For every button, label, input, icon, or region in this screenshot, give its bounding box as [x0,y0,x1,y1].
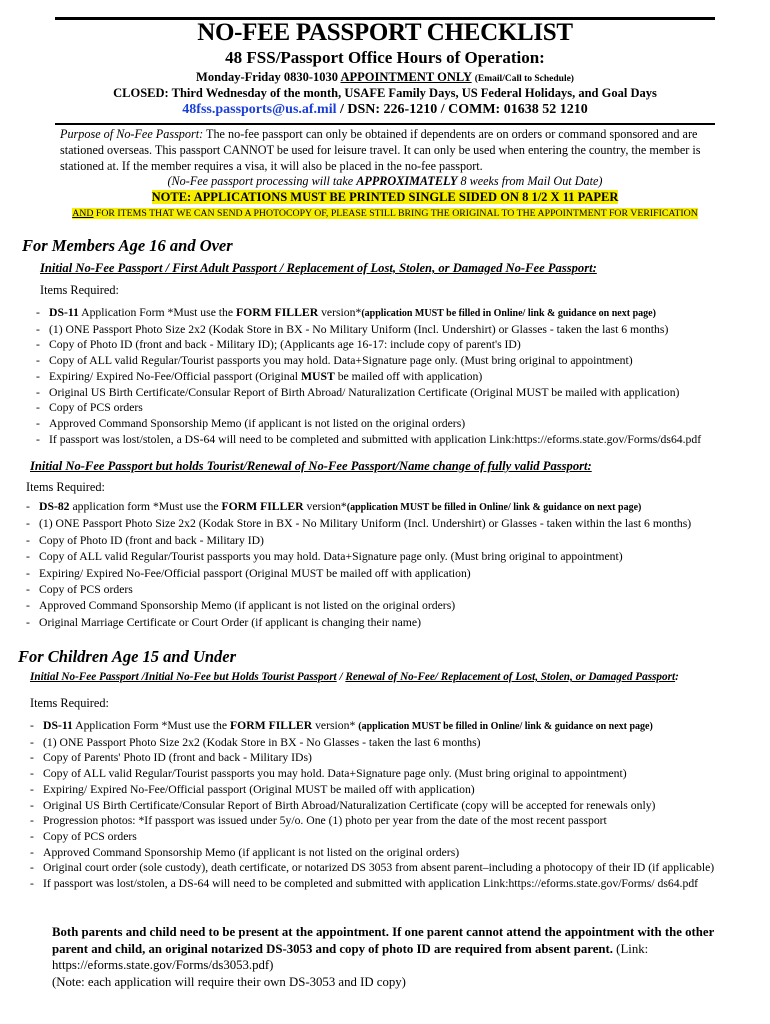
adult-renewal-list [26,499,691,631]
list-item: - (1) ONE Passport Photo Size 2x2 (Kodak Store in BX - No Glasses - taken the last 6 months) [30,735,720,751]
list-item: - Copy of PCS orders [36,400,701,416]
list-item: - Original court order (sole custody), death certificate, or notarized DS 3053 from absent parent–including a photocopy of their ID (if applicable) [30,860,720,876]
list-item: - Copy of PCS orders [30,829,720,845]
items-required-label: Items Required: [30,696,109,710]
list-item: - Approved Command Sponsorship Memo (if applicant is not listed on the original orders) [36,416,701,432]
print-notice: NOTE: APPLICATIONS MUST BE PRINTED SINGLE SIDED ON 8 1/2 X 11 PAPER [151,190,619,204]
list-item: - Copy of ALL valid Regular/Tourist passports you may hold. Data+Signature page only. (Must bring original to appointment) [30,766,720,782]
processing-time: (No-Fee passport processing will take APPROXIMATELY 8 weeks from Mail Out Date) [167,174,603,188]
phone-numbers: / DSN: 226-1210 / COMM: 01638 52 1210 [336,102,588,117]
list-item: - DS-82 application form *Must use the FORM FILLER version*(application MUST be filled in Online/ link & guidance on next page) [26,499,691,516]
page-title: NO-FEE PASSPORT CHECKLIST [197,19,573,46]
subheading-children: Initial No-Fee Passport /Initial No-Fee but Holds Tourist Passport / Renewal of No-Fee/ Replacement of Lost, Stolen, or Damaged Passport: [30,671,679,683]
list-item: - Copy of Photo ID (front and back - Military ID) [26,533,691,549]
list-item: - Copy of Photo ID (front and back - Military ID); (Applicants age 16-17: include copy of parent's ID) [36,337,701,353]
list-item: - Copy of PCS orders [26,582,691,598]
subheading-renewal-adult: Initial No-Fee Passport but holds Tourist/Renewal of No-Fee Passport/Name change of fully valid Passport: [30,459,592,473]
list-item: - Original Marriage Certificate or Court Order (if applicant is changing their name) [26,615,691,631]
list-item: - Original US Birth Certificate/Consular Report of Birth Abroad/ Naturalization Certificate (Original MUST be mailed with application) [36,385,701,401]
adult-initial-list [36,305,701,447]
contact-line [0,102,770,118]
list-item: - (1) ONE Passport Photo Size 2x2 (Kodak Store in BX - No Military Uniform (Incl. Undershirt) or Glasses - taken within the last 6 months) [26,516,691,532]
list-item: - Progression photos: *If passport was issued under 5y/o. One (1) photo per year from the date of the most recent passport [30,813,720,829]
ds3053-link[interactable]: (Link: https://eforms.state.gov/Forms/ds3053.pdf) [52,941,649,972]
hours-line: Monday-Friday 0830-1030 APPOINTMENT ONLY (Email/Call to Schedule) [196,70,574,84]
children-list [30,718,720,892]
list-item: - DS-11 Application Form *Must use the FORM FILLER version*(application MUST be filled in Online/ link & guidance on next page) [36,305,701,322]
photocopy-notice: AND FOR ITEMS THAT WE CAN SEND A PHOTOCOPY OF, PLEASE STILL BRING THE ORIGINAL TO THE APPOINTMENT FOR VERIFICATION [72,208,698,219]
list-item: - Approved Command Sponsorship Memo (if applicant is not listed on the original orders) [30,845,720,861]
purpose-paragraph: Purpose of No-Fee Passport: The no-fee passport can only be obtained if dependents are on orders or command sponsored and are stationed overseas. This passport CANNOT be used for leisure travel. It can only be used when entering the country, the member is stationed at. If the member requires a visa, it will also be placed in the no-fee passport. [60,127,701,173]
list-item: - Original US Birth Certificate/Consular Report of Birth Abroad/Naturalization Certificate (copy will be accepted for renewals only) [30,798,720,814]
list-item: - Copy of Parents' Photo ID (front and back - Military IDs) [30,750,720,766]
appointment-only: APPOINTMENT ONLY [340,70,472,84]
section-heading-adults: For Members Age 16 and Over [22,236,233,255]
section-heading-children: For Children Age 15 and Under [18,647,237,666]
header-rule [55,123,715,125]
list-item: - Approved Command Sponsorship Memo (if applicant is not listed on the original orders) [26,598,691,614]
items-required-label: Items Required: [26,480,105,494]
list-item: - (1) ONE Passport Photo Size 2x2 (Kodak Store in BX - No Military Uniform (Incl. Undershirt) or Glasses - taken the last 6 months) [36,322,701,338]
list-item: - Copy of ALL valid Regular/Tourist passports you may hold. Data+Signature page only. (Must bring original to appointment) [36,353,701,369]
list-item: - Expiring/ Expired No-Fee/Official passport (Original MUST be mailed off with application) [36,369,701,385]
list-item: - If passport was lost/stolen, a DS-64 will need to be completed and submitted with application Link:https://eforms.state.gov/Forms/ ds64.pdf [30,876,720,892]
hours-title: 48 FSS/Passport Office Hours of Operation: [225,48,545,67]
parents-notice: Both parents and child need to be present at the appointment. If one parent cannot attend the appointment with the other parent and child, an original notarized DS-3053 and copy of photo ID are required from absent parent. (Link: https://eforms.state.gov/Forms/ds3053.pdf) (Note: each application will require their own DS-3053 and ID copy) [52,925,715,989]
subheading-initial-adult: Initial No-Fee Passport / First Adult Passport / Replacement of Lost, Stolen, or Damaged No-Fee Passport: [40,261,597,275]
list-item: - Expiring/ Expired No-Fee/Official passport (Original MUST be mailed off with application) [26,566,691,582]
items-required-label: Items Required: [40,283,119,297]
list-item: - DS-11 Application Form *Must use the FORM FILLER version* (application MUST be filled in Online/ link & guidance on next page) [30,718,720,735]
email-link[interactable]: 48fss.passports@us.af.mil [182,102,337,117]
list-item: - Copy of ALL valid Regular/Tourist passports you may hold. Data+Signature page only. (Must bring original to appointment) [26,549,691,565]
list-item: - Expiring/ Expired No-Fee/Official passport (Original MUST be mailed off with application) [30,782,720,798]
closed-line: CLOSED: Third Wednesday of the month, USAFE Family Days, US Federal Holidays, and Goal Days [113,86,657,100]
list-item: - If passport was lost/stolen, a DS-64 will need to be completed and submitted with application Link:https://eforms.state.gov/Forms/ds64.pdf [36,432,701,448]
